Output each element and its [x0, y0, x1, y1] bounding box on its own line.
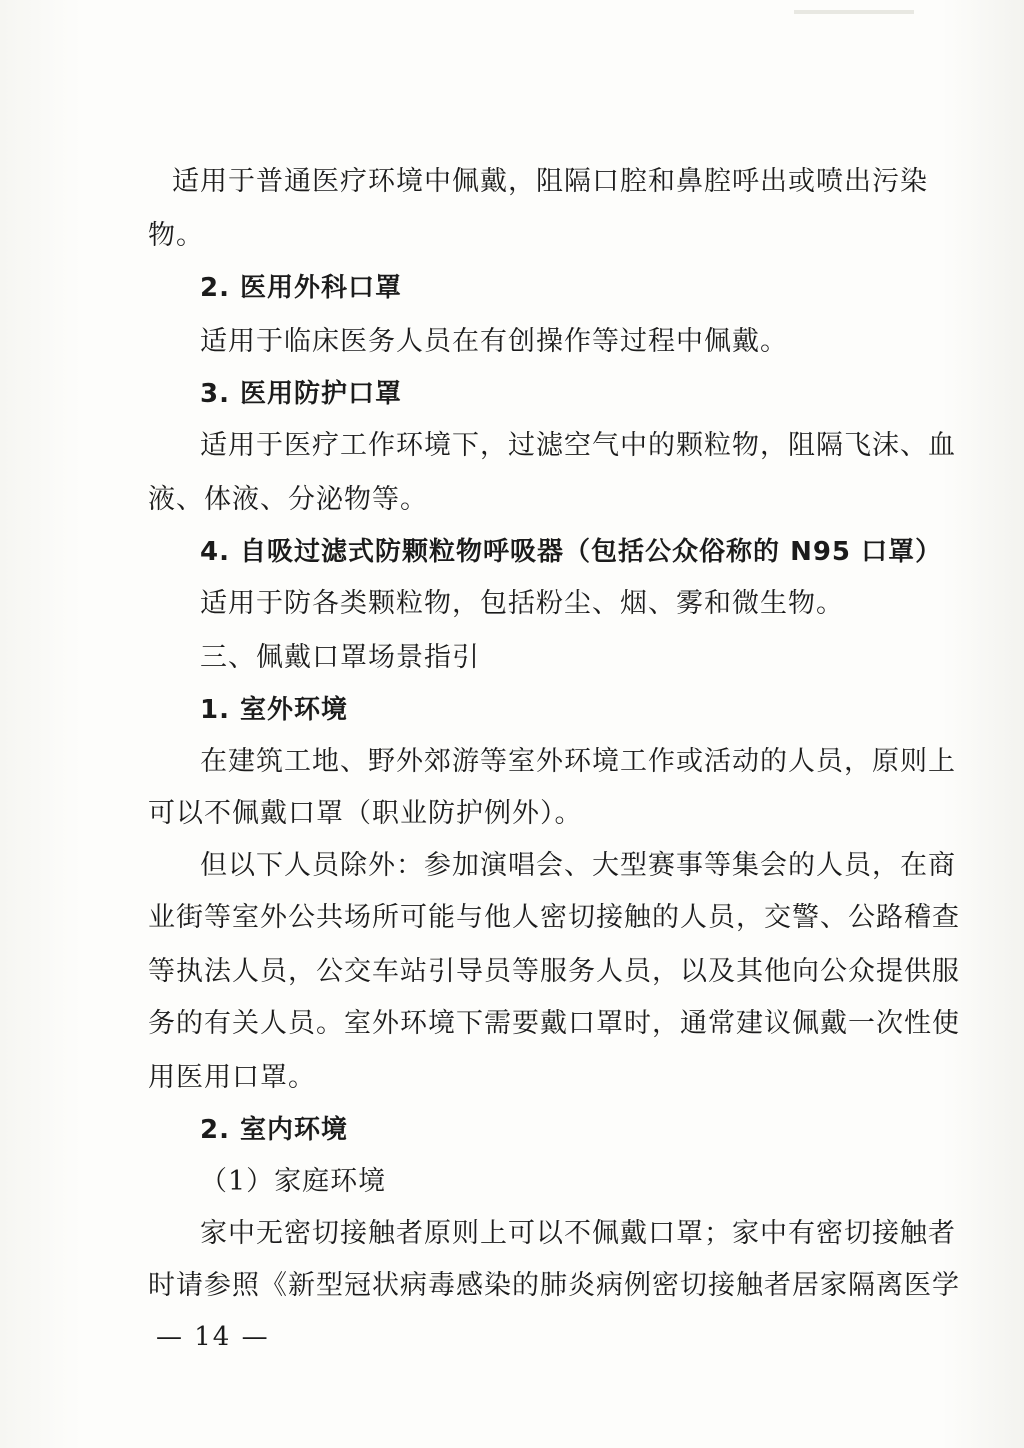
chapter-heading: 三、佩戴口罩场景指引 — [200, 642, 480, 673]
section-heading: 3. 医用防护口罩 — [200, 379, 403, 409]
body-line: 适用于普通医疗环境中佩戴，阻隔口腔和鼻腔呼出或喷出污染 — [172, 166, 928, 197]
body-line: 适用于临床医务人员在有创操作等过程中佩戴。 — [200, 326, 788, 357]
section-heading: 4. 自吸过滤式防颗粒物呼吸器（包括公众俗称的 N95 口罩） — [200, 537, 943, 567]
body-line: 可以不佩戴口罩（职业防护例外）。 — [148, 798, 583, 829]
body-line: 适用于医疗工作环境下，过滤空气中的颗粒物，阻隔飞沫、血 — [200, 430, 956, 461]
subsection-heading: （1）家庭环境 — [200, 1166, 387, 1197]
body-line: 在建筑工地、野外郊游等室外环境工作或活动的人员，原则上 — [200, 746, 956, 777]
body-line: 等执法人员，公交车站引导员等服务人员，以及其他向公众提供服 — [148, 956, 960, 987]
body-line: 适用于防各类颗粒物，包括粉尘、烟、雾和微生物。 — [200, 588, 844, 619]
section-heading: 2. 医用外科口罩 — [200, 273, 403, 303]
body-line: 时请参照《新型冠状病毒感染的肺炎病例密切接触者居家隔离医学 — [148, 1270, 960, 1301]
body-line: 业街等室外公共场所可能与他人密切接触的人员，交警、公路稽查 — [148, 902, 960, 933]
body-line: 家中无密切接触者原则上可以不佩戴口罩；家中有密切接触者 — [200, 1218, 956, 1249]
body-line: 物。 — [148, 220, 204, 251]
body-line: 但以下人员除外：参加演唱会、大型赛事等集会的人员，在商 — [200, 850, 956, 881]
section-heading: 2. 室内环境 — [200, 1115, 349, 1145]
scan-artifact — [794, 10, 914, 14]
page-number: — 14 — — [156, 1322, 270, 1352]
body-line: 务的有关人员。室外环境下需要戴口罩时，通常建议佩戴一次性使 — [148, 1008, 960, 1039]
body-line: 用医用口罩。 — [148, 1062, 316, 1093]
section-heading: 1. 室外环境 — [200, 695, 349, 725]
body-line: 液、体液、分泌物等。 — [148, 484, 428, 515]
